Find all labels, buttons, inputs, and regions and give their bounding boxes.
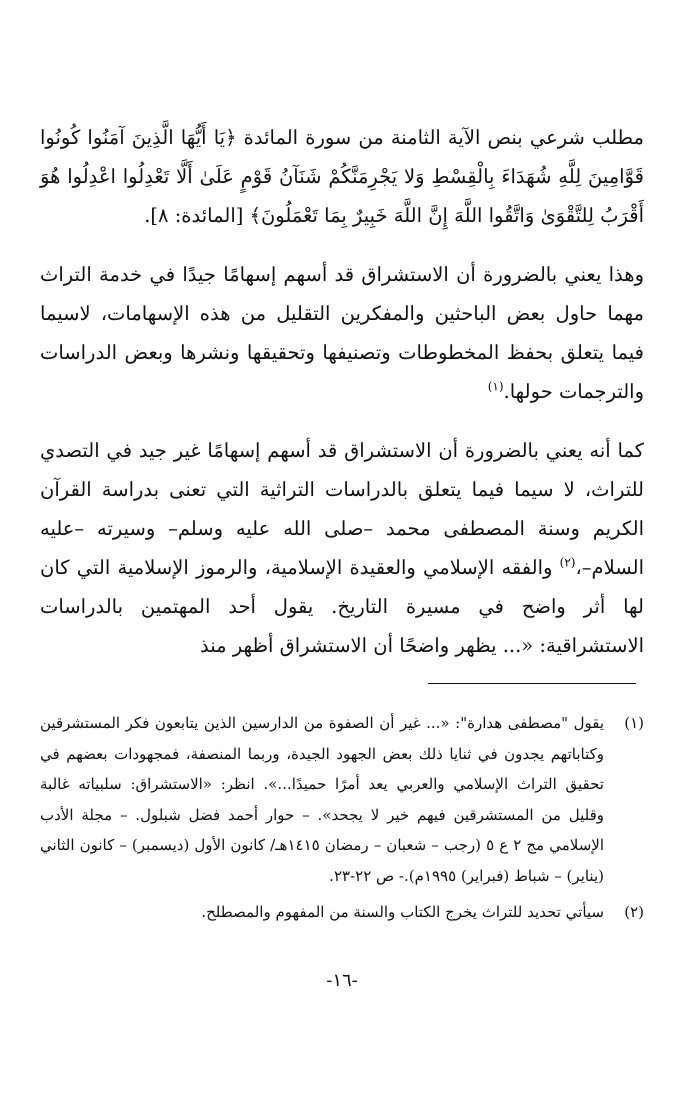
footnote-2 (40, 897, 644, 928)
paragraph-3-text-a: كما أنه يعني بالضرورة أن الاستشراق قد أسهم إسهامًا غير جيد في التصدي للتراث، لا سيما فيما يتعلق بالدراسات التراثية التي تعنى بدراسة القرآن الكريم وسنة المصطفى محمد –صلى الله عليه وسلم– وسيرته –عليه السلام–، (40, 439, 644, 579)
quran-verse: ﴿يَا أَيُّهَا الَّذِينَ آمَنُوا كُونُوا قَوَّامِينَ لِلَّهِ شُهَدَاءَ بِالْقِسْطِ وَلا يَجْرِمَنَّكُمْ شَنَآنُ قَوْمٍ عَلَىٰ أَلَّا تَعْدِلُوا اعْدِلُوا هُوَ أَقْرَبُ لِلتَّقْوَىٰ وَاتَّقُوا اللَّهَ إِنَّ اللَّهَ خَبِيرٌ بِمَا تَعْمَلُونَ﴾ (40, 126, 644, 227)
paragraph-2-text: وهذا يعني بالضرورة أن الاستشراق قد أسهم إسهامًا جيدًا في خدمة التراث مهما حاول بعض الباحثين والمفكرين التقليل من هذه الإسهامات، لاسيما فيما يتعلق بحفظ المخطوطات وتصنيفها وتحقيقها ونشرها وبعض الدراسات والترجمات حولها. (40, 263, 644, 403)
paragraph-1-intro: مطلب شرعي بنص الآية الثامنة من سورة المائدة (236, 126, 644, 149)
footnote-text: يقول "مصطفى هدارة": «... غير أن الصفوة من الدارسين الذين يتابعون فكر المستشرقين وكتاباتهم يجدون في ثنايا ذلك بعض الجهود الجيدة، وربما المنصفة، فمجهودات بعضهم في تحقيق التراث الإسلامي والعربي يعد أمرًا حميدًا...». انظر: «الاستشراق: سلبياته غالبة وقليل من المستشرقين فيهم خير لا يجحد». – حوار أحمد فضل شبلول. – مجلة الأدب الإسلامي مج ٢ ع ٥ (رجب – شعبان – رمضان ١٤١٥هـ/ كانون الأول (ديسمبر) – كانون الثاني (يناير) – شباط (فبراير) ١٩٩٥م).- ص ٢٢-٢٣. (40, 714, 604, 885)
footnote-1 (40, 708, 644, 891)
footnote-text: سيأتي تحديد للتراث يخرج الكتاب والسنة من المفهوم والمصطلح. (201, 903, 604, 921)
verse-reference: [المائدة: ٨]. (144, 204, 250, 227)
paragraph-2 (40, 255, 644, 411)
footnote-ref-2[interactable]: (٢) (559, 555, 576, 570)
footnote-number: (١) (624, 714, 644, 732)
footnote-separator (428, 683, 636, 684)
footnotes (40, 708, 644, 928)
main-text (40, 118, 644, 665)
footnote-number: (٢) (624, 903, 644, 921)
paragraph-1 (40, 118, 644, 235)
footnote-ref-1[interactable]: (١) (487, 379, 504, 394)
paragraph-3-text-b: والفقه الإسلامي والعقيدة الإسلامية، والرموز الإسلامية التي كان لها أثر واضح في مسيرة التاريخ. يقول أحد المهتمين بالدراسات الاستشراقية: «... يظهر واضحًا أن الاستشراق أظهر منذ (40, 556, 644, 657)
page-number: -١٦- (326, 970, 358, 991)
paragraph-3 (40, 431, 644, 665)
